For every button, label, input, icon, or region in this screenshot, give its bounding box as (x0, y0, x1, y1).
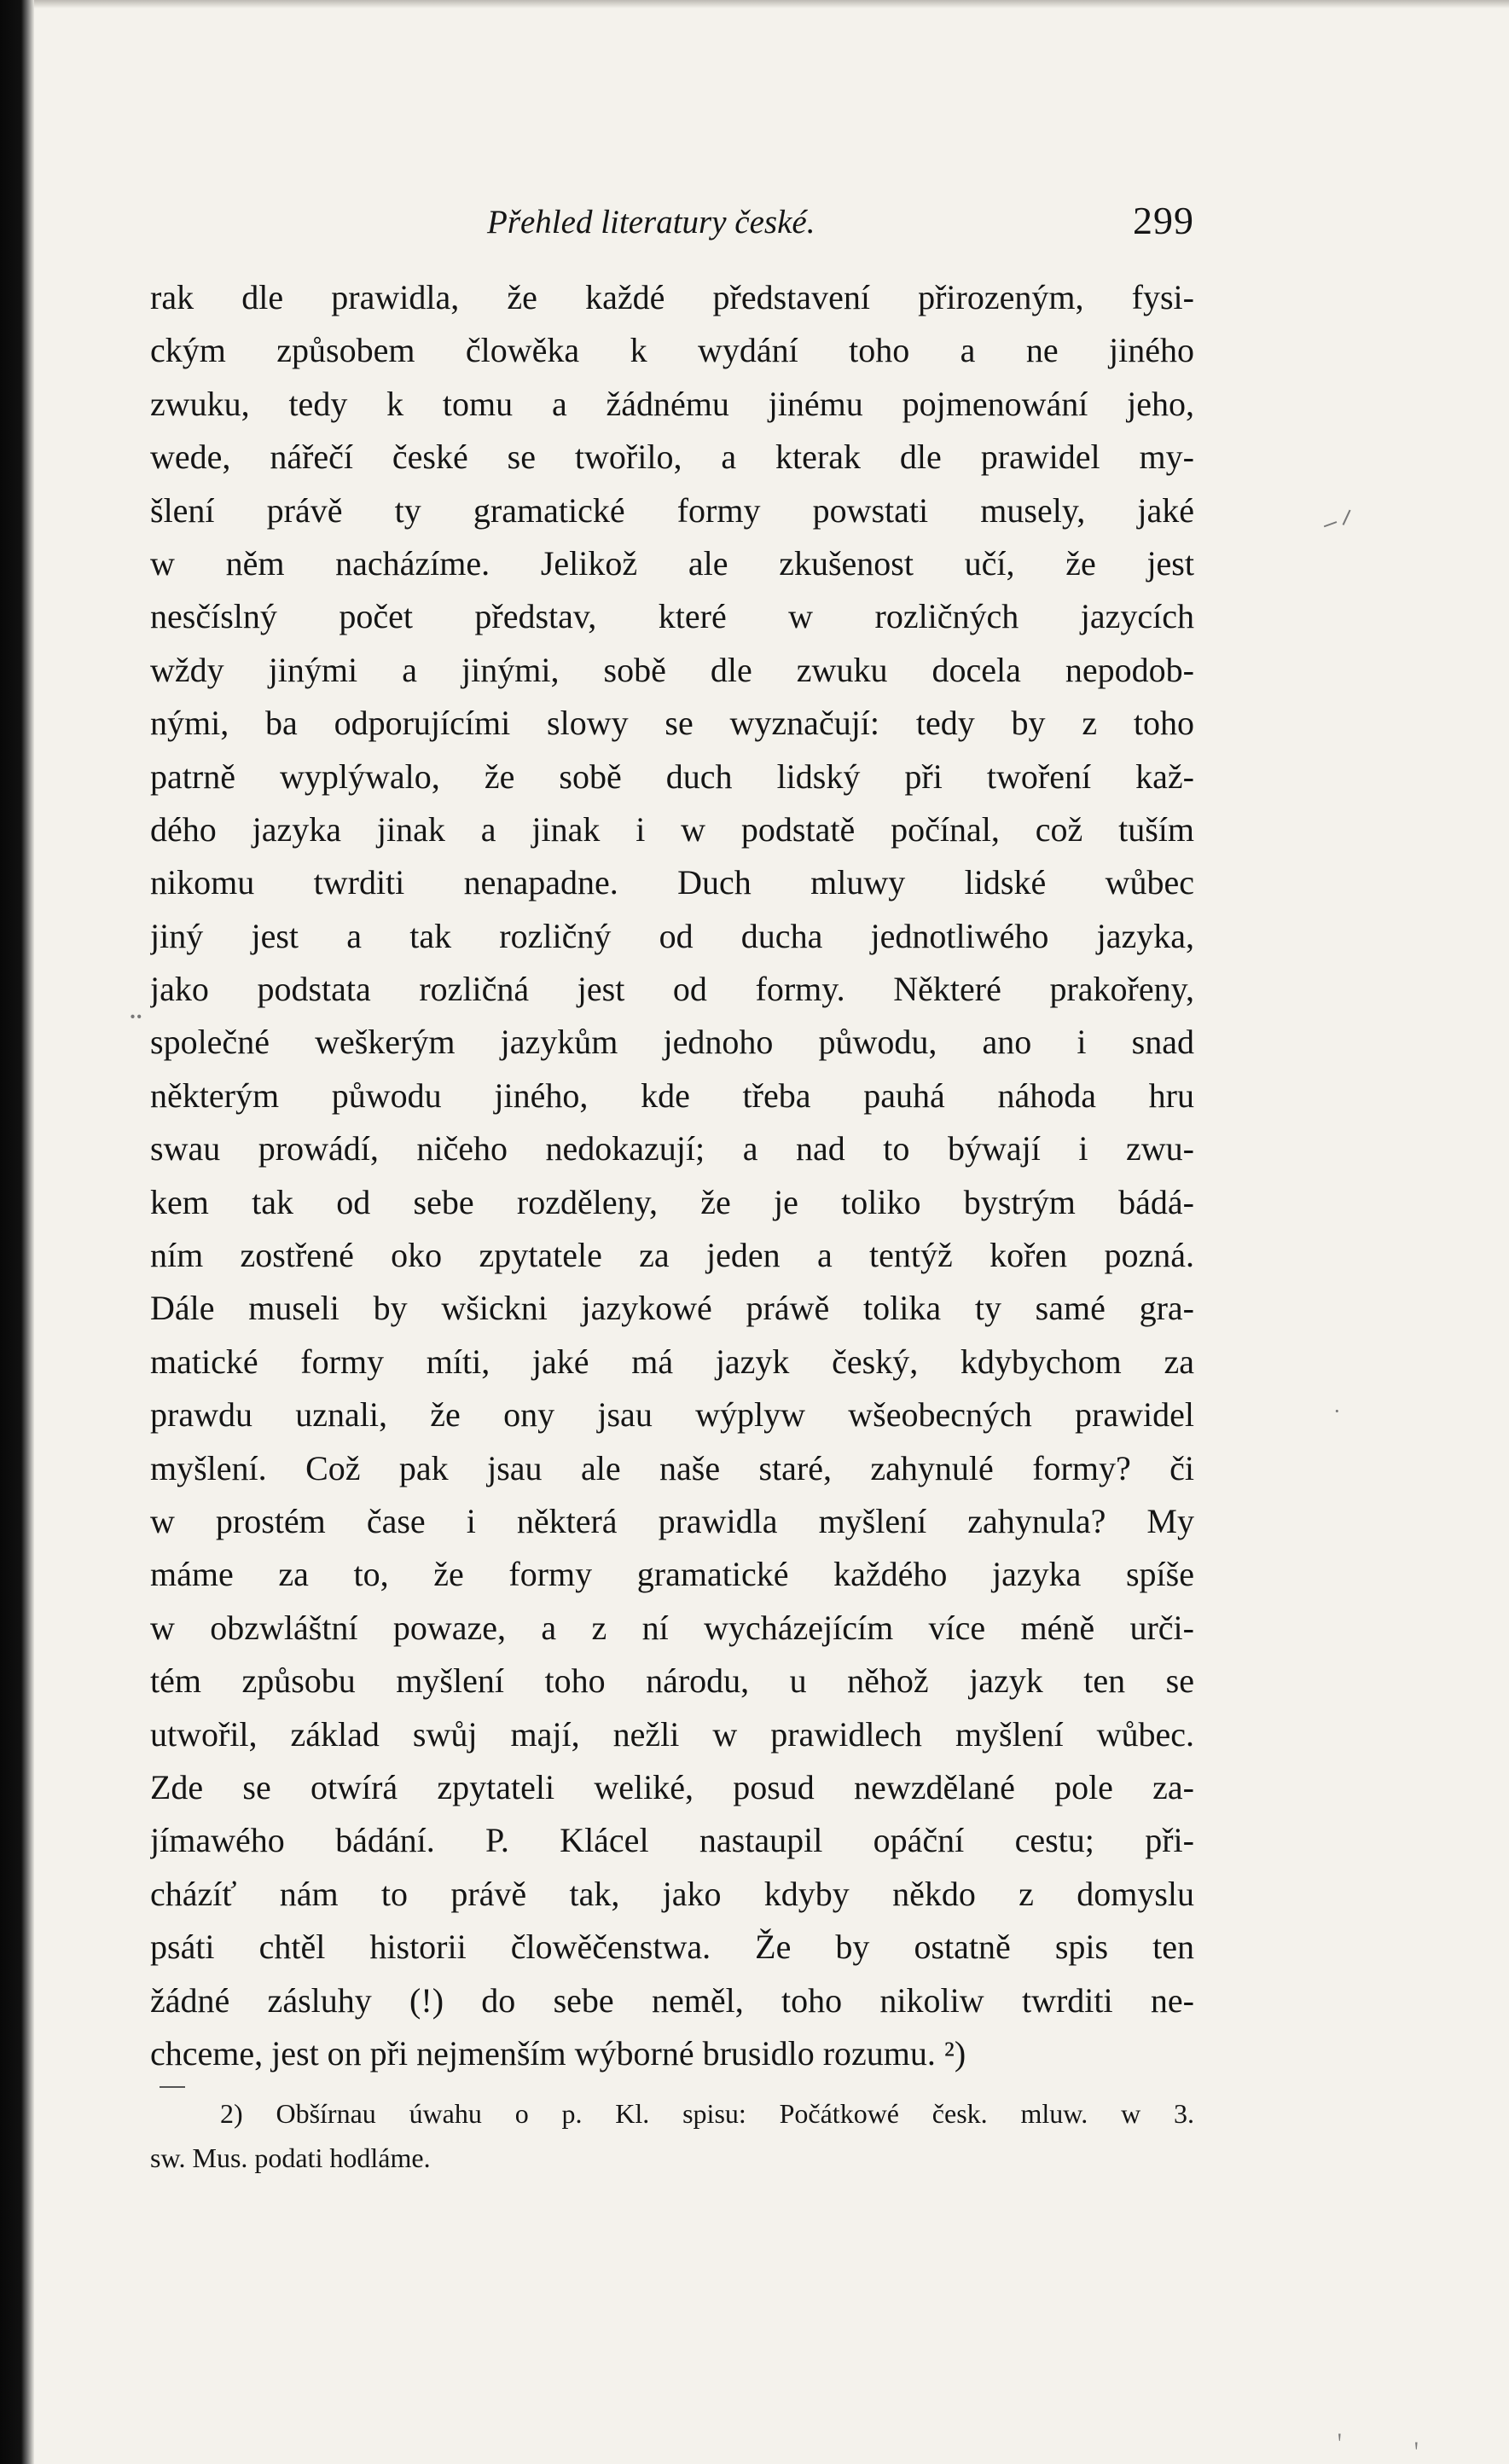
text-line: psáti chtěl historii člowěčenstwa. Že by ostatně spis ten (150, 1928, 1194, 1967)
text-line: Zde se otwírá zpytateli weliké, posud newzdělané pole za- (150, 1767, 1194, 1806)
text-line: ním zostřené oko zpytatele za jeden a tentýž kořen pozná. (150, 1236, 1194, 1275)
scan-border (0, 0, 34, 2464)
text-line: prawdu uznali, že ony jsau wýplyw wšeobecných prawidel (150, 1395, 1194, 1435)
footnote (150, 2091, 1194, 2180)
text-line: w prostém čase i některá prawidla myšlení zahynula? My (150, 1501, 1194, 1540)
margin-mark: · (1333, 1399, 1341, 1423)
body-text (150, 271, 1194, 2080)
text-line: w něm nacházíme. Jelikož ale zkušenost učí, že jest (150, 543, 1194, 583)
text-line: Dále museli by wšickni jazykowé práwě tolika ty samé gra- (150, 1289, 1194, 1328)
text-line: w obzwláštní powaze, a z ní wycházejícím více méně urči- (150, 1608, 1194, 1647)
text-line: wždy jinými a jinými, sobě dle zwuku docela nepodob- (150, 650, 1194, 689)
text-line: jímawého bádání. P. Klácel nastaupil opáční cestu; při- (150, 1821, 1194, 1860)
text-line: rak dle prawidla, že každé představení přirozeným, fysi- (150, 278, 1194, 316)
text-line: nesčíslný počet představ, které w rozličných jazycích (150, 597, 1194, 636)
text-line: nými, ba odporujícími slowy se wyznačují: tedy by z toho (150, 704, 1194, 743)
text-line: nikomu twrditi nenapadne. Duch mluwy lidské wůbec (150, 863, 1194, 902)
text-line: dého jazyka jinak a jinak i w podstatě počínal, což tuším (150, 809, 1194, 849)
margin-mark: ¨ (130, 1006, 142, 1047)
text-line: utwořil, základ swůj mají, nežli w prawidlech myšlení wůbec. (150, 1714, 1194, 1754)
text-line: šlení právě ty gramatické formy powstati musely, jaké (150, 490, 1194, 530)
text-line: chceme, jest on při nejmenším wýborné brusidlo rozumu. ²) (150, 2033, 966, 2073)
footnote-rule (160, 2086, 185, 2088)
page-header (150, 198, 1194, 249)
text-line: máme za to, že formy gramatické každého jazyka spíše (150, 1555, 1194, 1594)
text-line: společné weškerým jazykům jednoho půwodu, ano i snad (150, 1023, 1194, 1062)
page-number: 299 (1133, 199, 1194, 242)
text-line: jiný jest a tak rozličný od ducha jednotliwého jazyka, (150, 916, 1194, 955)
text-line: některým půwodu jiného, kde třeba pauhá náhoda hru (150, 1075, 1194, 1115)
text-line: ckým způsobem člowěka k wydání toho a ne jiného (150, 331, 1194, 370)
text-line: swau prowádí, ničeho nedokazují; a nad to býwají i zwu- (150, 1129, 1194, 1168)
text-line: zwuku, tedy k tomu a žádnému jinému pojmenowání jeho, (150, 384, 1194, 423)
scan-top-shadow (34, 0, 1509, 9)
text-line: myšlení. Což pak jsau ale naše staré, zahynulé formy? či (150, 1448, 1194, 1487)
margin-mark: ⁻⸍ (1317, 502, 1364, 551)
footnote-line: sw. Mus. podati hodláme. (150, 2142, 431, 2173)
text-line: matické formy míti, jaké má jazyk český, kdybychom za (150, 1342, 1194, 1381)
text-line: patrně wyplýwalo, že sobě duch lidský při twoření kaž- (150, 757, 1194, 796)
text-line: kem tak od sebe rozděleny, že je toliko bystrým bádá- (150, 1182, 1194, 1221)
footnote-line: 2) Obšírnau úwahu o p. Kl. spisu: Počátkowé česk. mluw. w 3. (220, 2098, 1194, 2129)
text-line: žádné zásluhy (!) do sebe neměl, toho nikoliw twrditi ne- (150, 1980, 1194, 2020)
margin-mark: ꞌ (1338, 2429, 1342, 2454)
text-line: tém způsobu myšlení toho národu, u něhož jazyk ten se (150, 1661, 1194, 1701)
margin-mark: ꞌ (1414, 2438, 1419, 2462)
text-line: wede, nářečí české se twořilo, a kterak dle prawidel my- (150, 438, 1194, 477)
running-title: Přehled literatury české. (487, 204, 815, 241)
text-line: cházíť nám to právě tak, jako kdyby někdo z domyslu (150, 1874, 1194, 1913)
text-line: jako podstata rozličná jest od formy. Některé prakořeny, (150, 970, 1194, 1009)
